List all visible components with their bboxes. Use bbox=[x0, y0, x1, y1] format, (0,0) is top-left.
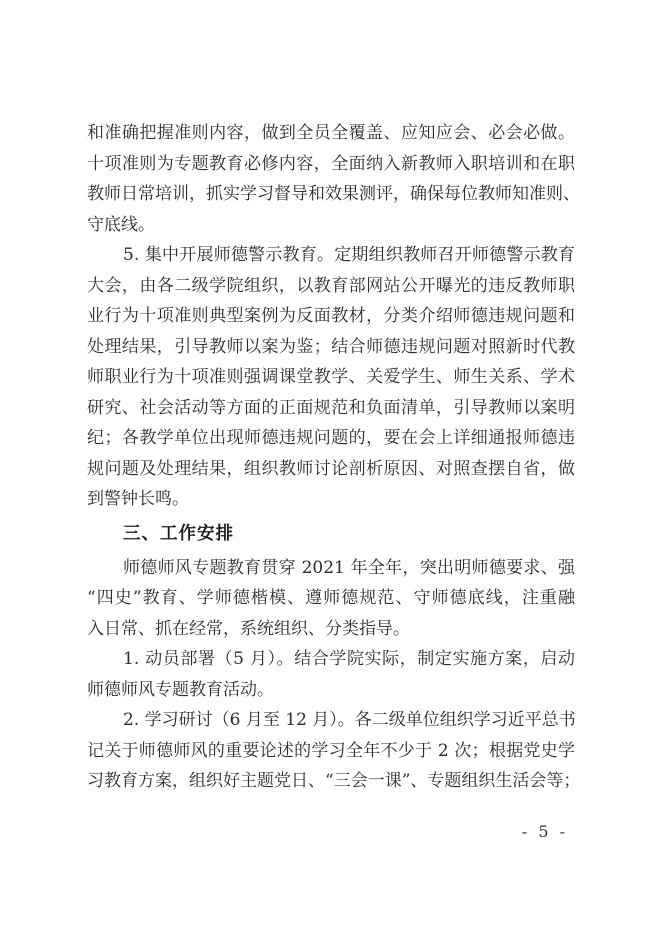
text-line: “四史”教育、学师德楷模、遵师德规范、守师德底线，注重融 bbox=[87, 588, 575, 608]
text-line: 研究、社会活动等方面的正面规范和负面清单，引导教师以案明 bbox=[87, 397, 575, 418]
text-line: 纪；各教学单位出现师德违规问题的，要在会上详细通报师德违 bbox=[87, 428, 575, 448]
text-line: 师德师风专题教育贯穿 2021 年全年，突出明师德要求、强 bbox=[123, 557, 575, 578]
text-line: 守底线。 bbox=[87, 214, 155, 235]
text-line: 5. 集中开展师德警示教育。定期组织教师召开师德警示教育 bbox=[123, 245, 575, 265]
text-line: 2. 学习研讨（6 月至 12 月）。各二级单位组织学习近平总书 bbox=[123, 710, 576, 730]
text-line: 记关于师德师风的重要论述的学习全年不少于 2 次；根据党史学 bbox=[87, 740, 575, 761]
paragraph-continuation bbox=[87, 118, 580, 240]
paragraph-intro bbox=[87, 553, 575, 645]
text-line: 教师日常培训，抓实学习督导和效果测评，确保每位教师知准则、 bbox=[87, 184, 580, 204]
section-heading: 三、工作安排 bbox=[123, 523, 234, 544]
text-line: 十项准则为专题教育必修内容，全面纳入新教师入职培训和在职 bbox=[87, 153, 575, 174]
text-line: 师职业行为十项准则强调课堂教学、关爱学生、师生关系、学术 bbox=[87, 367, 575, 387]
text-line: 到警钟长鸣。 bbox=[87, 489, 189, 509]
text-line: 师德师风专题教育活动。 bbox=[87, 679, 274, 700]
paragraph-step-1 bbox=[87, 644, 575, 705]
text-line: 业行为十项准则典型案例为反面教材，分类介绍师德违规问题和 bbox=[87, 306, 575, 326]
paragraph-item-5 bbox=[87, 240, 575, 515]
text-line: 习教育方案，组织好主题党日、“三会一课”、专题组织生活会等； bbox=[87, 771, 581, 791]
page-number: - 5 - bbox=[521, 822, 569, 841]
document-body bbox=[87, 118, 581, 797]
text-line: 入日常、抓在经常，系统组织、分类指导。 bbox=[87, 618, 410, 639]
text-line: 1. 动员部署（5 月）。结合学院实际，制定实施方案，启动 bbox=[123, 649, 575, 669]
text-line: 处理结果，引导教师以案为鉴；结合师德违规问题对照新时代教 bbox=[87, 336, 575, 357]
text-line: 规问题及处理结果，组织教师讨论剖析原因、对照查摆自省，做 bbox=[87, 458, 575, 479]
text-line: 和准确把握准则内容，做到全员全覆盖、应知应会、必会必做。 bbox=[87, 123, 575, 143]
text-line: 大会，由各二级学院组织，以教育部网站公开曝光的违反教师职 bbox=[87, 275, 575, 296]
paragraph-step-2 bbox=[87, 705, 581, 797]
